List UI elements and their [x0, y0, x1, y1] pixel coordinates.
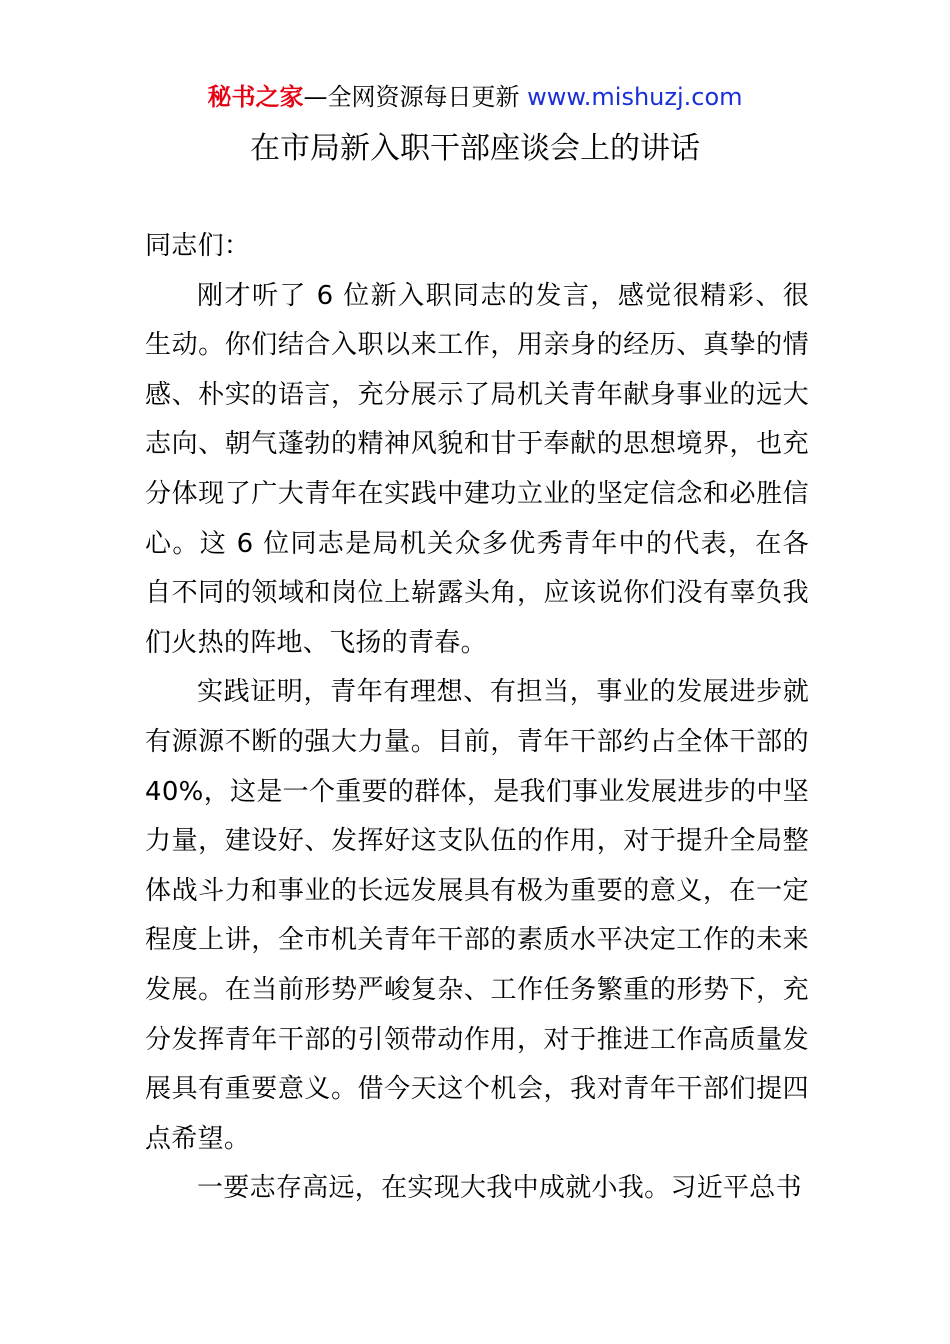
document-body	[145, 222, 809, 1214]
paragraph-1: 刚才听了 6 位新入职同志的发言，感觉很精彩、很生动。你们结合入职以来工作，用亲身的经历、真挚的情感、朴实的语言，充分展示了局机关青年献身事业的远大志向、朝气蓬勃的精神风貌和甘于奉献的思想境界，也充分体现了广大青年在实践中建功立业的坚定信念和必胜信心。这 6 位同志是局机关众多优秀青年中的代表，在各自不同的领域和岗位上崭露头角，应该说你们没有辜负我们火热的阵地、飞扬的青春。	[145, 280, 809, 658]
paragraph-3: 一要志存高远，在实现大我中成就小我。习近平总书	[197, 1173, 802, 1204]
site-name: 秘书之家	[207, 83, 304, 111]
site-url-link[interactable]: www.mishuzj.com	[527, 83, 743, 111]
site-tagline: —全网资源每日更新	[303, 83, 520, 111]
paragraph-2: 实践证明，青年有理想、有担当，事业的发展进步就有源源不断的强大力量。目前，青年干部约占全体干部的40%，这是一个重要的群体，是我们事业发展进步的中坚力量，建设好、发挥好这支队伍的作用，对于提升全局整体战斗力和事业的长远发展具有极为重要的意义，在一定程度上讲，全市机关青年干部的素质水平决定工作的未来发展。在当前形势严峻复杂、工作任务繁重的形势下，充分发挥青年干部的引领带动作用，对于推进工作高质量发展具有重要意义。借今天这个机会，我对青年干部们提四点希望。	[145, 677, 809, 1154]
salutation: 同志们：	[145, 231, 251, 261]
site-header	[0, 80, 950, 114]
document-title: 在市局新入职干部座谈会上的讲话	[250, 131, 700, 166]
